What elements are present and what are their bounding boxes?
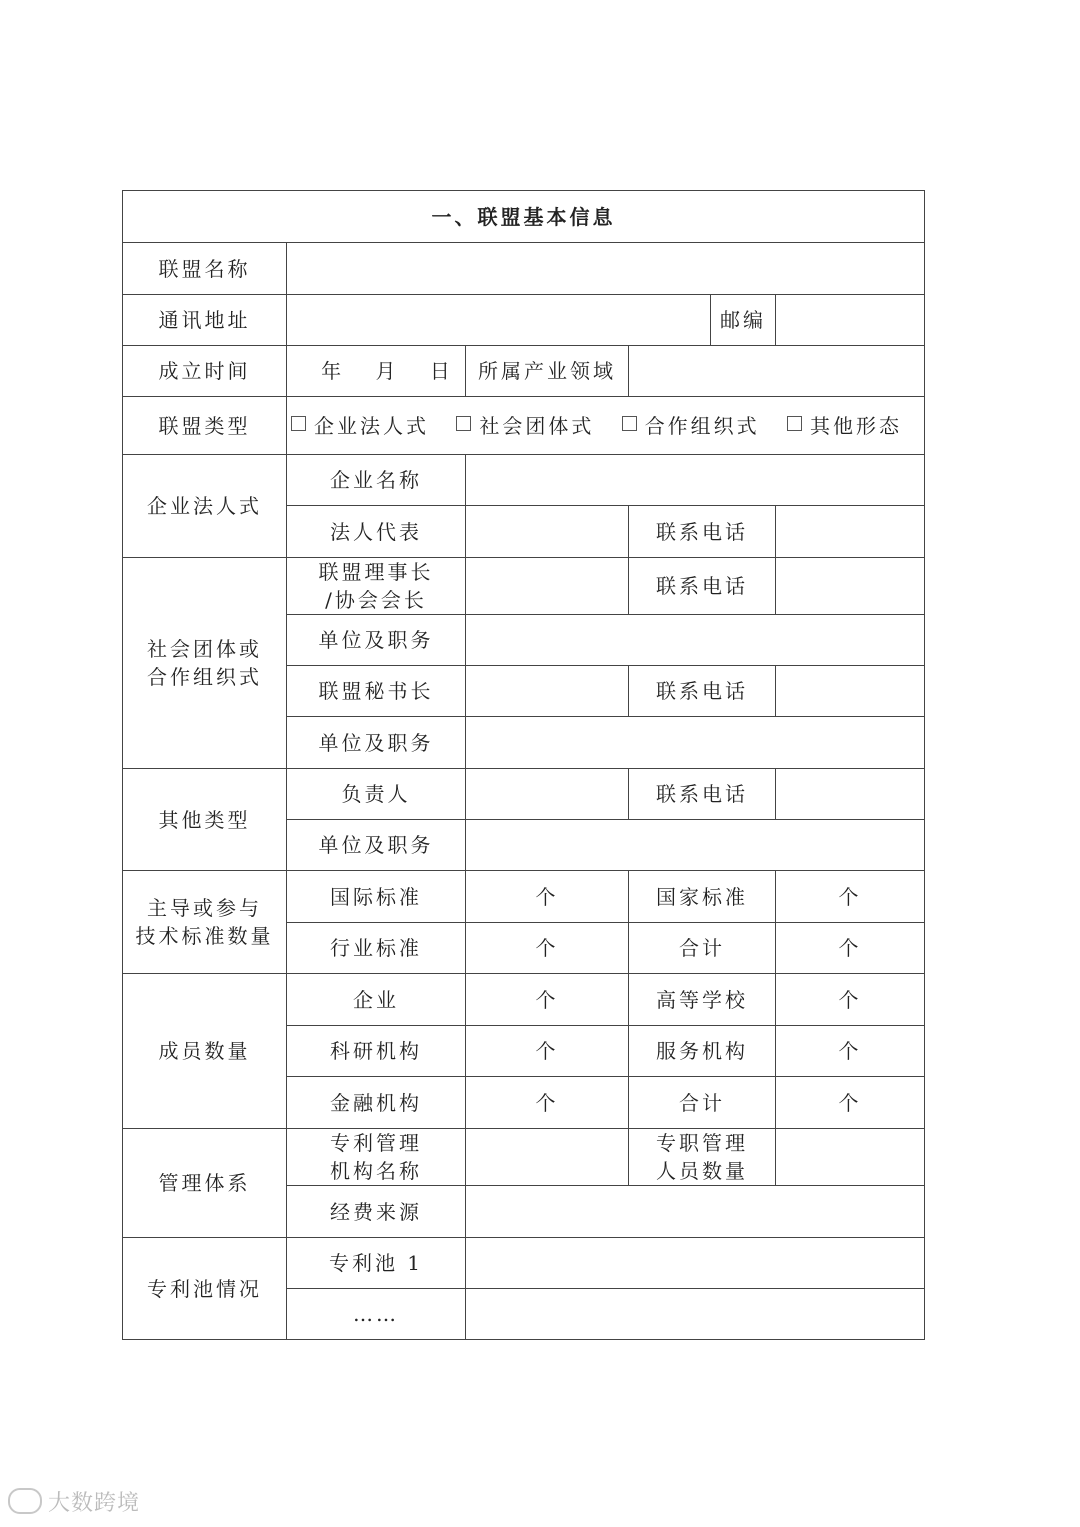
label-service: 服务机构	[629, 1026, 776, 1077]
date-day: 日	[429, 359, 453, 383]
field-secretary-unit[interactable]	[466, 717, 925, 769]
field-postcode[interactable]	[776, 295, 925, 346]
checkbox-icon[interactable]	[622, 416, 637, 431]
label-other-type: 其他类型	[123, 769, 287, 871]
label-members-total: 合计	[629, 1077, 776, 1129]
field-members-total[interactable]: 个	[776, 1077, 925, 1129]
field-research[interactable]: 个	[466, 1026, 629, 1077]
field-legal-rep[interactable]	[466, 506, 629, 558]
field-corporate-phone[interactable]	[776, 506, 925, 558]
label-patent-org: 专利管理 机构名称	[287, 1129, 466, 1186]
field-chairman-phone[interactable]	[776, 558, 925, 615]
watermark-logo-icon	[8, 1488, 42, 1514]
label-chairman-unit: 单位及职务	[287, 615, 466, 666]
label-members: 成员数量	[123, 974, 287, 1129]
date-year: 年	[321, 359, 345, 383]
field-funding[interactable]	[466, 1186, 925, 1238]
watermark: 大数跨境	[8, 1486, 140, 1517]
label-pool-more: ……	[287, 1289, 466, 1340]
label-national-standard: 国家标准	[629, 871, 776, 923]
field-other-unit[interactable]	[466, 820, 925, 871]
label-standards-total: 合计	[629, 923, 776, 974]
type-option-social[interactable]: 社会团体式	[456, 414, 594, 438]
field-patent-org[interactable]	[466, 1129, 629, 1186]
field-pool-1[interactable]	[466, 1238, 925, 1289]
field-industry-standard[interactable]: 个	[466, 923, 629, 974]
label-chairman: 联盟理事长 /协会会长	[287, 558, 466, 615]
field-company-name[interactable]	[466, 455, 925, 506]
field-person-in-charge[interactable]	[466, 769, 629, 820]
label-management: 管理体系	[123, 1129, 287, 1238]
type-option-other[interactable]: 其他形态	[787, 414, 902, 438]
label-address: 通讯地址	[123, 295, 287, 346]
field-secretary-phone[interactable]	[776, 666, 925, 717]
label-university: 高等学校	[629, 974, 776, 1026]
field-international-standard[interactable]: 个	[466, 871, 629, 923]
checkbox-icon[interactable]	[291, 416, 306, 431]
section-title: 一、联盟基本信息	[123, 191, 925, 243]
label-other-unit: 单位及职务	[287, 820, 466, 871]
label-postcode: 邮编	[711, 295, 776, 346]
label-alliance-type: 联盟类型	[123, 397, 287, 455]
field-staff-count[interactable]	[776, 1129, 925, 1186]
label-funding: 经费来源	[287, 1186, 466, 1238]
label-staff-count: 专职管理 人员数量	[629, 1129, 776, 1186]
field-industry-field[interactable]	[629, 346, 925, 397]
label-person-in-charge: 负责人	[287, 769, 466, 820]
checkbox-icon[interactable]	[787, 416, 802, 431]
field-national-standard[interactable]: 个	[776, 871, 925, 923]
label-patent-pool: 专利池情况	[123, 1238, 287, 1340]
checkbox-icon[interactable]	[456, 416, 471, 431]
field-other-phone[interactable]	[776, 769, 925, 820]
alliance-type-options	[287, 397, 925, 455]
field-finance[interactable]: 个	[466, 1077, 629, 1129]
type-option-corporate[interactable]: 企业法人式	[291, 414, 429, 438]
field-standards-total[interactable]: 个	[776, 923, 925, 974]
label-secretary: 联盟秘书长	[287, 666, 466, 717]
alliance-info-table	[122, 190, 925, 1340]
label-international-standard: 国际标准	[287, 871, 466, 923]
field-enterprise[interactable]: 个	[466, 974, 629, 1026]
date-month: 月	[375, 359, 399, 383]
label-secretary-unit: 单位及职务	[287, 717, 466, 769]
label-corporate-phone: 联系电话	[629, 506, 776, 558]
field-chairman[interactable]	[466, 558, 629, 615]
label-industry-standard: 行业标准	[287, 923, 466, 974]
label-finance: 金融机构	[287, 1077, 466, 1129]
label-other-phone: 联系电话	[629, 769, 776, 820]
field-pool-more[interactable]	[466, 1289, 925, 1340]
label-pool-1: 专利池 1	[287, 1238, 466, 1289]
label-secretary-phone: 联系电话	[629, 666, 776, 717]
label-social: 社会团体或 合作组织式	[123, 558, 287, 769]
label-enterprise: 企业	[287, 974, 466, 1026]
field-chairman-unit[interactable]	[466, 615, 925, 666]
field-university[interactable]: 个	[776, 974, 925, 1026]
type-option-cooperative[interactable]: 合作组织式	[622, 414, 760, 438]
label-corporate: 企业法人式	[123, 455, 287, 558]
field-founded-date[interactable]	[287, 346, 466, 397]
form-page	[122, 190, 924, 1340]
label-research: 科研机构	[287, 1026, 466, 1077]
label-legal-rep: 法人代表	[287, 506, 466, 558]
field-address[interactable]	[287, 295, 711, 346]
field-alliance-name[interactable]	[287, 243, 925, 295]
label-standards: 主导或参与 技术标准数量	[123, 871, 287, 974]
label-industry-field: 所属产业领域	[466, 346, 629, 397]
label-company-name: 企业名称	[287, 455, 466, 506]
label-founded: 成立时间	[123, 346, 287, 397]
field-secretary[interactable]	[466, 666, 629, 717]
field-service[interactable]: 个	[776, 1026, 925, 1077]
label-alliance-name: 联盟名称	[123, 243, 287, 295]
label-chairman-phone: 联系电话	[629, 558, 776, 615]
